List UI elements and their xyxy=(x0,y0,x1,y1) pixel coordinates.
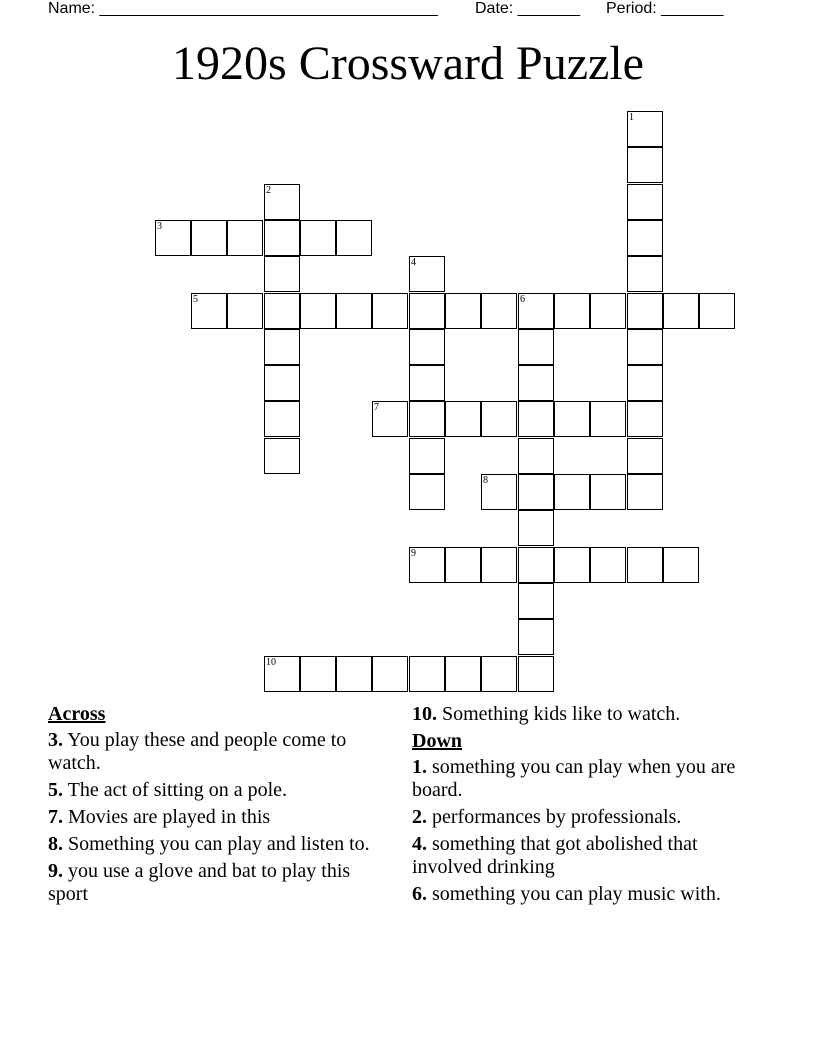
crossword-cell xyxy=(518,656,554,692)
crossword-cell xyxy=(554,474,590,510)
across-clue xyxy=(48,729,388,775)
period-field-label: Period: _______ xyxy=(606,0,724,17)
crossword-cell xyxy=(627,293,663,329)
crossword-cell xyxy=(663,547,699,583)
across-clue xyxy=(48,860,388,906)
crossword-cell xyxy=(627,438,663,474)
down-clue-list xyxy=(412,756,772,906)
crossword-cell xyxy=(445,547,481,583)
crossword-cell xyxy=(590,401,626,437)
crossword-cell xyxy=(627,474,663,510)
crossword-cell xyxy=(518,510,554,546)
clue-text: Something you can play and listen to. xyxy=(63,833,370,855)
crossword-cell xyxy=(227,293,263,329)
crossword-cell xyxy=(264,365,300,401)
clue-number-label: 1. xyxy=(412,756,427,778)
crossword-cell xyxy=(409,256,445,292)
crossword-cell xyxy=(409,438,445,474)
date-field-label: Date: _______ xyxy=(475,0,580,17)
crossword-cell xyxy=(481,547,517,583)
clue-number-label: 10. xyxy=(412,703,437,725)
clue-number: 10 xyxy=(266,657,276,668)
crossword-cell xyxy=(409,656,445,692)
clue-number: 6 xyxy=(520,294,525,305)
crossword-cell xyxy=(372,656,408,692)
crossword-cell xyxy=(264,438,300,474)
crossword-cell xyxy=(518,583,554,619)
crossword-cell xyxy=(627,256,663,292)
crossword-cell xyxy=(336,293,372,329)
clues-column-right xyxy=(412,703,772,910)
crossword-cell xyxy=(627,329,663,365)
clue-text: something you can play when you are board. xyxy=(412,756,736,801)
down-clue xyxy=(412,756,772,802)
across-clue-list-continued xyxy=(412,703,772,726)
clue-number-label: 2. xyxy=(412,806,427,828)
clue-text: performances by professionals. xyxy=(427,806,682,828)
clue-text: something that got abolished that involved drinking xyxy=(412,833,698,878)
crossword-cell xyxy=(191,293,227,329)
crossword-cell xyxy=(409,365,445,401)
clue-text: you use a glove and bat to play this sport xyxy=(48,860,351,905)
crossword-cell xyxy=(554,293,590,329)
clue-text: Something kids like to watch. xyxy=(437,703,681,725)
crossword-cell xyxy=(627,184,663,220)
across-heading: Across xyxy=(48,703,106,725)
clue-number-label: 3. xyxy=(48,729,63,751)
crossword-cell xyxy=(481,293,517,329)
clue-number-label: 6. xyxy=(412,883,427,905)
crossword-cell xyxy=(409,401,445,437)
down-heading: Down xyxy=(412,730,463,752)
down-clue xyxy=(412,883,772,906)
clue-number: 8 xyxy=(483,475,488,486)
page-title: 1920s Crossward Puzzle xyxy=(172,37,644,90)
crossword-cell xyxy=(264,293,300,329)
crossword-cell xyxy=(518,293,554,329)
crossword-cell xyxy=(336,656,372,692)
crossword-cell xyxy=(336,220,372,256)
crossword-cell xyxy=(518,619,554,655)
across-clue xyxy=(48,833,388,856)
crossword-cell xyxy=(409,474,445,510)
crossword-cell xyxy=(264,184,300,220)
crossword-cell xyxy=(590,474,626,510)
crossword-cell xyxy=(445,656,481,692)
crossword-cell xyxy=(663,293,699,329)
crossword-cell xyxy=(554,401,590,437)
clue-text: You play these and people come to watch. xyxy=(48,729,347,774)
crossword-cell xyxy=(481,656,517,692)
clue-number-label: 5. xyxy=(48,779,63,801)
crossword-cell xyxy=(264,401,300,437)
crossword-cell xyxy=(518,438,554,474)
clue-text: something you can play music with. xyxy=(427,883,721,905)
clue-number: 1 xyxy=(629,112,634,123)
crossword-cell xyxy=(627,220,663,256)
crossword-cell xyxy=(627,147,663,183)
crossword-cell xyxy=(264,256,300,292)
crossword-cell xyxy=(300,656,336,692)
crossword-cell xyxy=(191,220,227,256)
clue-text: The act of sitting on a pole. xyxy=(63,779,288,801)
clue-number-label: 7. xyxy=(48,806,63,828)
crossword-cell xyxy=(518,365,554,401)
crossword-cell xyxy=(409,329,445,365)
clues-column-left xyxy=(48,703,388,910)
crossword-cell xyxy=(300,293,336,329)
crossword-cell xyxy=(627,365,663,401)
crossword-cell xyxy=(627,401,663,437)
across-clue xyxy=(48,779,388,802)
clue-number-label: 4. xyxy=(412,833,427,855)
crossword-cell xyxy=(518,474,554,510)
clue-number: 7 xyxy=(374,402,379,413)
across-clue xyxy=(48,806,388,829)
crossword-cell xyxy=(409,293,445,329)
clue-number-label: 9. xyxy=(48,860,63,882)
crossword-cell xyxy=(264,656,300,692)
crossword-cell xyxy=(518,547,554,583)
crossword-cell xyxy=(445,293,481,329)
clue-number: 4 xyxy=(411,257,416,268)
clue-text: Movies are played in this xyxy=(63,806,271,828)
crossword-cell xyxy=(590,293,626,329)
across-clue-list xyxy=(48,729,388,906)
crossword-cell xyxy=(372,401,408,437)
clue-number: 2 xyxy=(266,185,271,196)
crossword-cell xyxy=(481,474,517,510)
crossword-cell xyxy=(264,329,300,365)
crossword-cell xyxy=(409,547,445,583)
down-clue xyxy=(412,806,772,829)
name-field-label: Name: ______________________________________ xyxy=(48,0,438,17)
across-clue xyxy=(412,703,772,726)
crossword-cell xyxy=(518,329,554,365)
crossword-cell xyxy=(627,547,663,583)
crossword-cell xyxy=(372,293,408,329)
crossword-cell xyxy=(155,220,191,256)
crossword-cell xyxy=(445,401,481,437)
crossword-cell xyxy=(590,547,626,583)
clue-number-label: 8. xyxy=(48,833,63,855)
crossword-cell xyxy=(518,401,554,437)
clue-number: 9 xyxy=(411,548,416,559)
clue-number: 3 xyxy=(157,221,162,232)
crossword-cell xyxy=(554,547,590,583)
crossword-cell xyxy=(481,401,517,437)
crossword-cell xyxy=(699,293,735,329)
crossword-cell xyxy=(300,220,336,256)
clue-number: 5 xyxy=(193,294,198,305)
crossword-cell xyxy=(227,220,263,256)
crossword-cell xyxy=(627,111,663,147)
down-clue xyxy=(412,833,772,879)
crossword-cell xyxy=(264,220,300,256)
